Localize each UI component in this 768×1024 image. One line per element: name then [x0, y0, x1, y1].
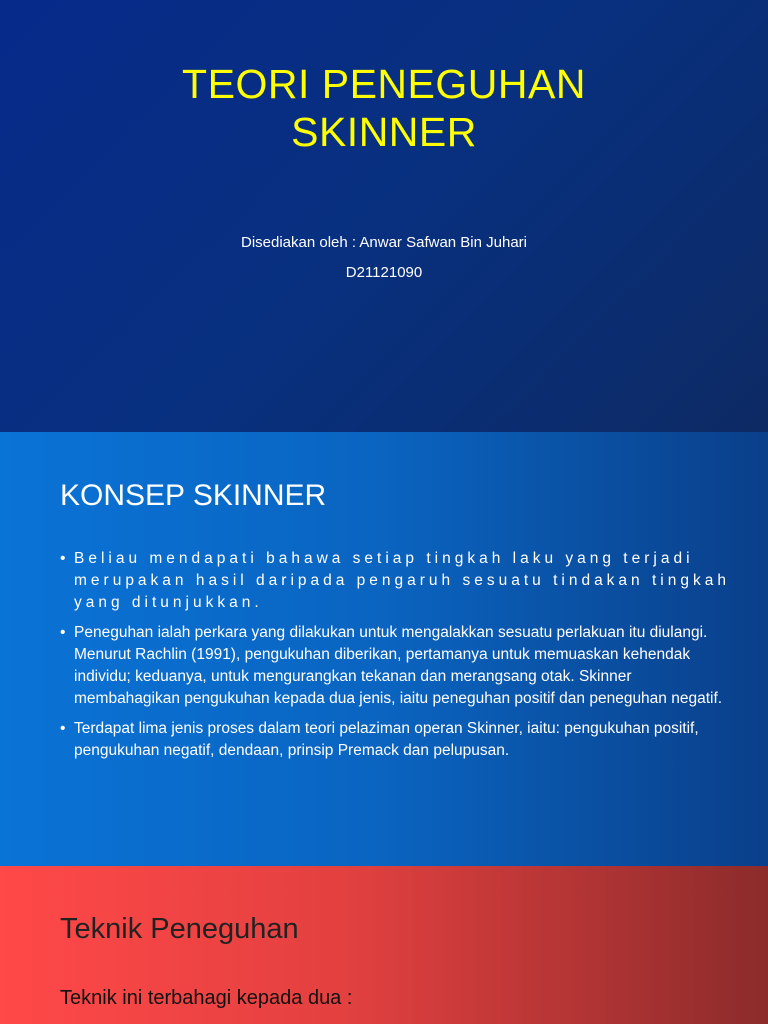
bullet-dot-icon: •	[60, 624, 66, 641]
prepared-by-text: Disediakan oleh : Anwar Safwan Bin Juhari	[241, 234, 527, 251]
list-item	[60, 718, 730, 762]
slide-title	[0, 60, 768, 156]
bullet-dot-icon: •	[60, 720, 66, 737]
bullet-text: Terdapat lima jenis proses dalam teori pelaziman operan Skinner, iaitu: pengukuhan positif, pengukuhan negatif, dendaan, prinsip Premack dan pelupusan.	[74, 720, 699, 759]
student-id-text: D21121090	[345, 264, 423, 281]
bullet-dot-icon: •	[60, 550, 66, 567]
title-line-1: TEORI PENEGUHAN	[182, 61, 586, 107]
technique-body-text: Teknik ini terbahagi kepada dua :	[60, 987, 353, 1009]
bullet-text: Peneguhan ialah perkara yang dilakukan untuk mengalakkan sesuatu perlakuan itu diulangi. Menurut Rachlin (1991), pengukuhan diberikan, pertamanya untuk memuaskan kehendak individu; keduanya, untuk mengurangkan tekanan dan merangsang otak. Skinner membahagikan pengukuhan kepada dua jenis, iaitu peneguhan positif dan peneguhan negatif.	[74, 624, 723, 707]
list-item	[60, 548, 730, 614]
bullet-text: Beliau mendapati bahawa setiap tingkah laku yang terjadi merupakan hasil daripada pengaruh sesuatu tindakan tingkah yang ditunjukkan.	[74, 550, 730, 611]
technique-heading: Teknik Peneguhan	[60, 913, 299, 945]
slide-subtitle	[0, 228, 768, 288]
concept-heading: KONSEP SKINNER	[60, 479, 327, 512]
title-line-2: SKINNER	[291, 109, 477, 155]
list-item	[60, 622, 730, 710]
concept-bullet-list	[60, 548, 730, 770]
